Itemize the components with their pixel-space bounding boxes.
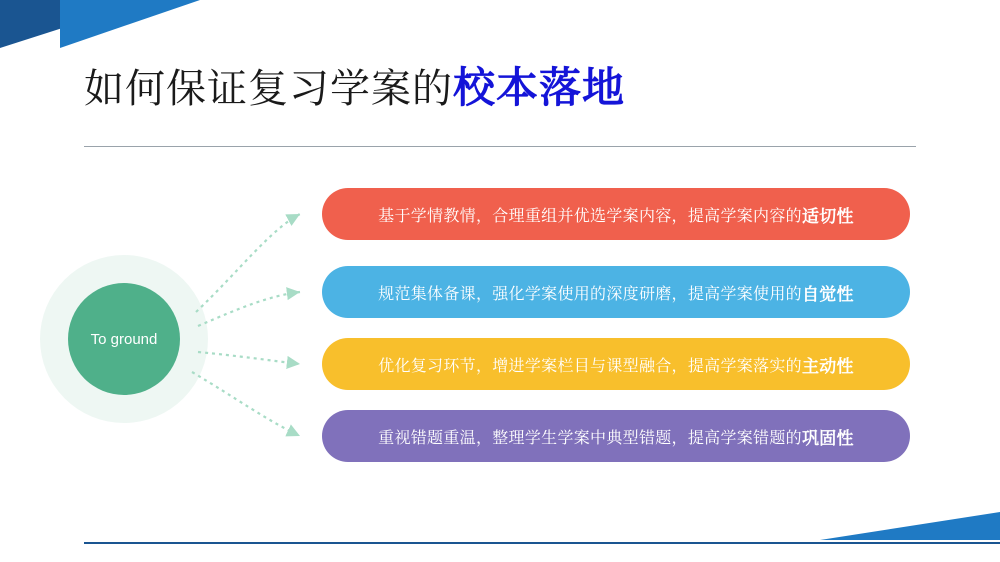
page-title [84, 64, 625, 112]
arrow-to-item-3 [198, 352, 300, 364]
item-emphasis: 自觉性 [801, 284, 854, 304]
top-left-decoration [0, 0, 200, 48]
arrow-to-item-1 [196, 214, 300, 312]
bottom-divider [84, 542, 1000, 544]
item-emphasis: 适切性 [801, 206, 854, 226]
list-item [322, 266, 910, 318]
title-divider [84, 146, 916, 147]
list-item [322, 410, 910, 462]
item-text: 规范集体备课，强化学案使用的深度研磨，提高学案使用的 [378, 285, 802, 303]
center-node-label: To ground [90, 330, 158, 348]
item-text: 重视错题重温，整理学生学案中典型错题，提高学案错题的 [378, 429, 802, 447]
page-title-accent: 校本落地 [453, 64, 626, 111]
center-node [68, 283, 180, 395]
arrow-to-item-2 [198, 292, 300, 326]
arrow-to-item-4 [192, 372, 300, 436]
list-item [322, 188, 910, 240]
item-text: 优化复习环节，增进学案栏目与课型融合，提高学案落实的 [378, 357, 802, 375]
item-emphasis: 主动性 [801, 356, 854, 376]
decoration-band-light [60, 0, 200, 48]
list-item [322, 338, 910, 390]
decoration-band-bottom [820, 512, 1000, 540]
item-text: 基于学情教情，合理重组并优选学案内容，提高学案内容的 [378, 207, 802, 225]
page-title-prefix: 如何保证复习学案的 [84, 67, 453, 111]
item-emphasis: 巩固性 [801, 428, 854, 448]
bottom-right-decoration [790, 512, 1000, 540]
